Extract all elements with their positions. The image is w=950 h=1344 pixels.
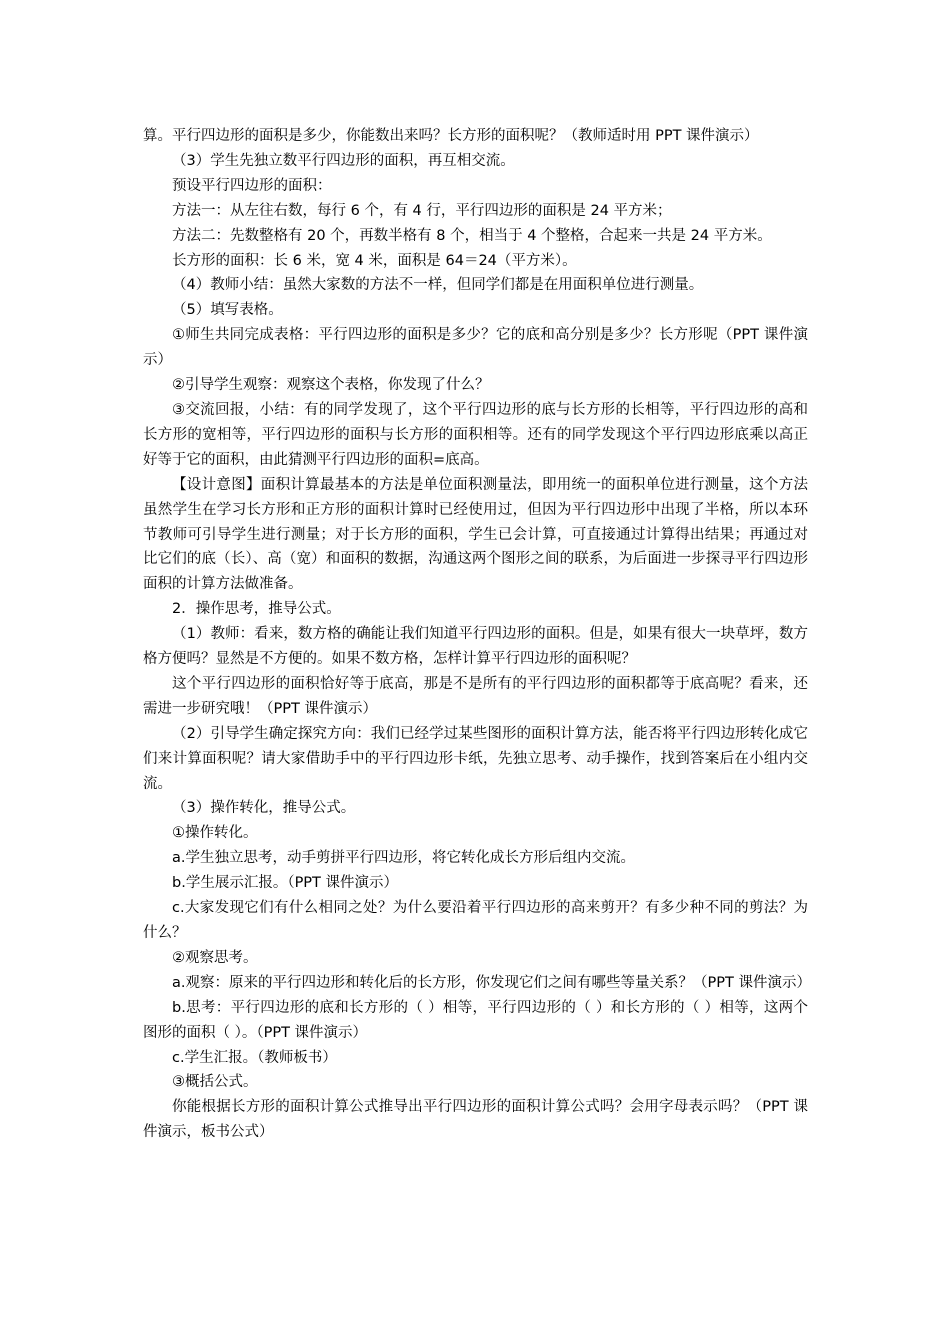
paragraph: a.观察：原来的平行四边形和转化后的长方形，你发现它们之间有哪些等量关系？（PPT 课件演示） xyxy=(172,974,811,991)
paragraph: ①操作转化。 xyxy=(172,825,258,842)
paragraph: 2．操作思考，推导公式。 xyxy=(172,601,341,618)
paragraph: 【设计意图】面积计算最基本的方法是单位面积测量法，即用统一的面积单位进行测量，这个方法虽然学生在学习长方形和正方形的面积计算时已经使用过，但因为平行四边形中出现了半格，所以本环节教师可引导学生进行测量；对于长方形的面积，学生已会计算，可直接通过计算得出结果；再通过对比它们的底（长）、高（宽）和面积的数据，沟通这两个图形之间的联系，为后面进一步探寻平行四边形面积的计算方法做准备。 xyxy=(143,476,808,593)
paragraph: （3）学生先独立数平行四边形的面积，再互相交流。 xyxy=(172,152,515,169)
paragraph: 方法二：先数整格有 20 个，再数半格有 8 个，相当于 4 个整格，合起来一共是 24 平方米。 xyxy=(172,227,772,244)
paragraph: （1）教师：看来，数方格的确能让我们知道平行四边形的面积。但是，如果有很大一块草坪，数方格方便吗？显然是不方便的。如果不数方格，怎样计算平行四边形的面积呢？ xyxy=(143,626,808,668)
paragraph: 长方形的面积：长 6 米，宽 4 米，面积是 64＝24（平方米）。 xyxy=(172,252,577,269)
paragraph: 方法一：从左往右数，每行 6 个，有 4 行，平行四边形的面积是 24 平方米； xyxy=(172,202,672,219)
paragraph: ③交流回报，小结：有的同学发现了，这个平行四边形的底与长方形的长相等，平行四边形的高和长方形的宽相等，平行四边形的面积与长方形的面积相等。还有的同学发现这个平行四边形底乘以高正好等于它的面积，由此猜测平行四边形的面积=底高。 xyxy=(143,401,808,468)
paragraph: c.学生汇报。（教师板书） xyxy=(172,1049,337,1066)
paragraph: c.大家发现它们有什么相同之处？为什么要沿着平行四边形的高来剪开？有多少种不同的剪法？为什么？ xyxy=(143,900,808,941)
paragraph: （3）操作转化，推导公式。 xyxy=(172,800,356,817)
paragraph: 你能根据长方形的面积计算公式推导出平行四边形的面积计算公式吗？会用字母表示吗？（PPT 课件演示，板书公式） xyxy=(143,1099,808,1141)
paragraph: ②引导学生观察：观察这个表格，你发现了什么？ xyxy=(172,377,490,394)
paragraph: ②观察思考。 xyxy=(172,949,258,966)
paragraph: （4）教师小结：虽然大家数的方法不一样，但同学们都是在用面积单位进行测量。 xyxy=(172,277,704,294)
document-body xyxy=(143,124,811,1145)
paragraph: （2）引导学生确定探究方向：我们已经学过某些图形的面积计算方法，能否将平行四边形转化成它们来计算面积呢？请大家借助手中的平行四边形卡纸，先独立思考、动手操作，找到答案后在小组内交流。 xyxy=(143,725,808,792)
paragraph: ③概括公式。 xyxy=(172,1074,258,1091)
paragraph: （5）填写表格。 xyxy=(172,302,283,319)
paragraph: b.思考：平行四边形的底和长方形的（ ）相等，平行四边形的（ ）和长方形的（ ）相等，这两个图形的面积（ ）。（PPT 课件演示） xyxy=(143,999,808,1041)
paragraph: 算。平行四边形的面积是多少，你能数出来吗？长方形的面积呢？（教师适时用 PPT 课件演示） xyxy=(143,128,759,144)
paragraph: a.学生独立思考，动手剪拼平行四边形，将它转化成长方形后组内交流。 xyxy=(172,850,635,867)
paragraph: ①师生共同完成表格：平行四边形的面积是多少？它的底和高分别是多少？长方形呢（PPT 课件演示） xyxy=(143,327,808,369)
paragraph: b.学生展示汇报。（PPT 课件演示） xyxy=(172,875,399,892)
paragraph: 预设平行四边形的面积： xyxy=(172,177,332,194)
paragraph: 这个平行四边形的面积恰好等于底高，那是不是所有的平行四边形的面积都等于底高呢？看来，还需进一步研究哦！（PPT 课件演示） xyxy=(143,675,808,717)
